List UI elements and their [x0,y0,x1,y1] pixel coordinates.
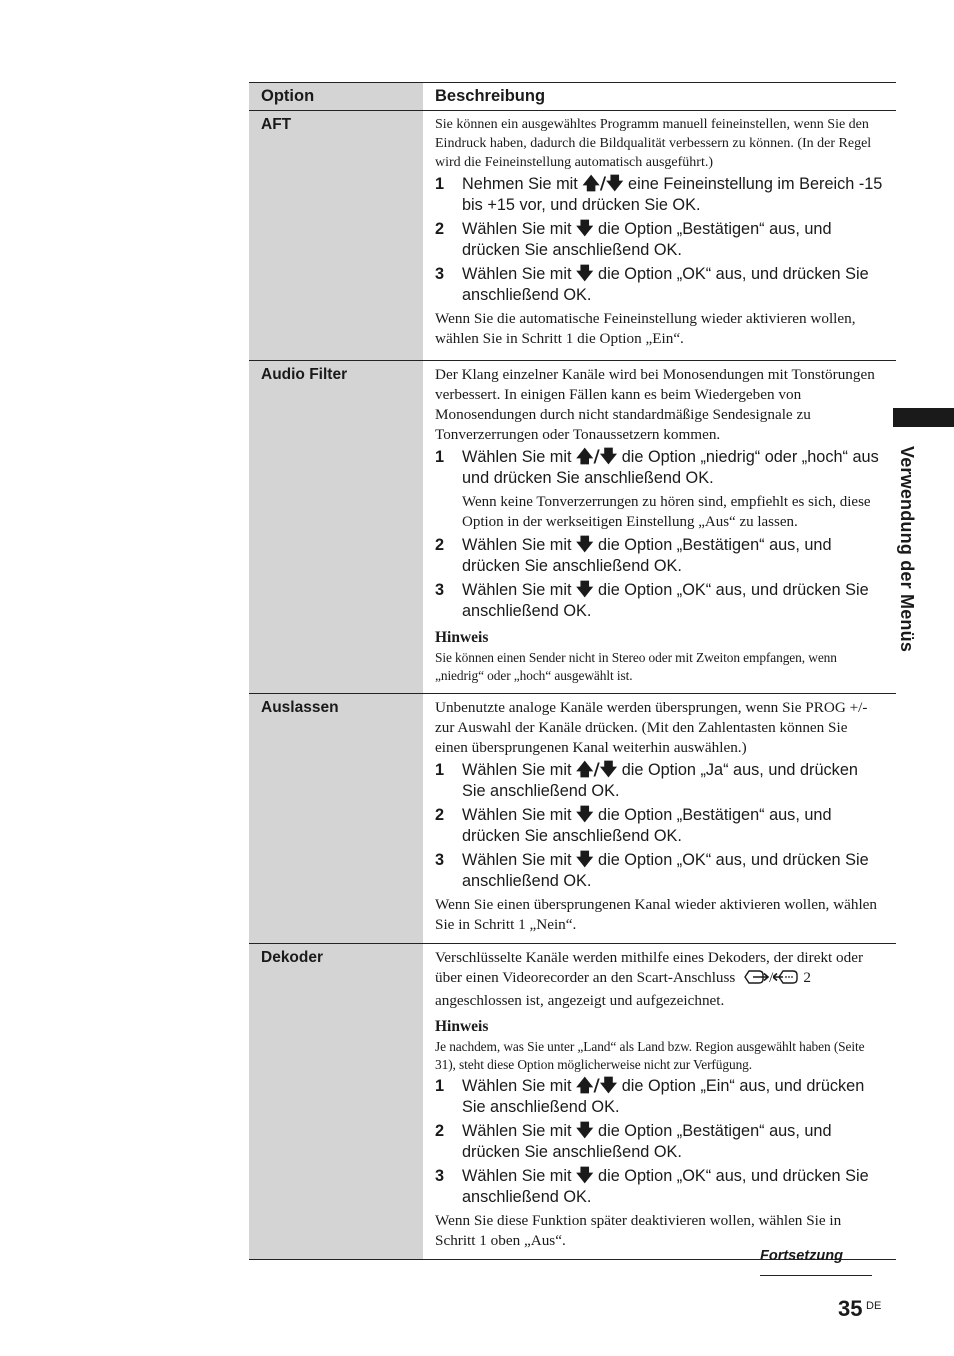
step-item: 1 Wählen Sie mit 🡅/🡇 die Option „Ja“ aus, und drücken Sie anschließend OK. [435,760,858,800]
arrow-down-icon: 🡇 [576,805,594,825]
arrow-down-icon: 🡇 [576,1121,594,1141]
step-item: 3 Wählen Sie mit 🡇 die Option „OK“ aus, und drücken Sie anschließend OK. [435,264,869,304]
step-item: 3 Wählen Sie mit 🡇 die Option „OK“ aus, und drücken Sie anschließend OK. [435,850,869,890]
table-row-auslassen [249,694,896,944]
arrow-up-down-icon: 🡅/🡇 [582,174,624,194]
option-name: Dekoder [261,949,324,966]
section-tab-marker [893,408,954,427]
step-item: 3 Wählen Sie mit 🡇 die Option „OK“ aus, und drücken Sie anschließend OK. [435,580,869,620]
arrow-down-icon: 🡇 [576,219,594,239]
description-outro: Wenn Sie einen übersprungenen Kanal wieder aktivieren wollen, wählen Sie in Schritt 1 „Nein“. [435,896,878,933]
step-item: 2 Wählen Sie mit 🡇 die Option „Bestätigen“ aus, und drücken Sie anschließend OK. [435,805,832,845]
scart-out-icon [773,969,803,991]
table-row-audio-filter [249,361,896,694]
hinweis-text: Sie können einen Sender nicht in Stereo oder mit Zweiton empfangen, wenn „niedrig“ oder „hoch“ ausgewählt ist. [435,650,837,683]
arrow-up-down-icon: 🡅/🡇 [576,1076,618,1096]
hinweis-title: Hinweis [435,1018,489,1035]
description-intro: Verschlüsselte Kanäle werden mithilfe eines Dekoders, der direkt oder über einen Videorecorder an den Scart-Anschluss / 2 angeschlossen ist, angezeigt und aufgezeichnet. [435,949,864,1009]
step-item: 2 Wählen Sie mit 🡇 die Option „Bestätigen“ aus, und drücken Sie anschließend OK. [435,535,832,575]
continuation-label: Fortsetzung [760,1248,872,1276]
step-item: 1 Wählen Sie mit 🡅/🡇 die Option „Ein“ aus, und drücken Sie anschließend OK. [435,1076,865,1116]
arrow-down-icon: 🡇 [576,535,594,555]
description-intro: Der Klang einzelner Kanäle wird bei Monosendungen mit Tonstörungen verbessert. In einigen Fällen kann es beim Wiedergeben von Monosendungen durch nicht standardmäßige Sendesignale zu Tonverzerrungen oder Tonaussetzern kommen. [435,366,875,443]
description-intro: Sie können ein ausgewähltes Programm manuell feineinstellen, wenn Sie den Eindruck haben, dadurch die Bildqualität verbessern zu können. (In der Regel wird die Feineinstellung automatisch ausgeführt.) [435,117,872,170]
table-row-aft [249,111,896,361]
page-language: DE [866,1300,882,1312]
arrow-down-icon: 🡇 [576,1166,594,1186]
step-item: 1 Wählen Sie mit 🡅/🡇 die Option „niedrig“ oder „hoch“ aus und drücken Sie anschließend OK. [435,447,879,487]
option-name: AFT [261,116,292,133]
section-side-label: Verwendung der Menüs [897,446,917,653]
scart-in-icon [739,969,769,991]
hinweis-title: Hinweis [435,629,489,646]
arrow-up-down-icon: 🡅/🡇 [576,447,618,467]
arrow-down-icon: 🡇 [576,264,594,284]
column-header-description: Beschreibung [423,83,896,111]
option-name: Audio Filter [261,366,348,383]
step-item: 1 Nehmen Sie mit 🡅/🡇 eine Feineinstellung im Bereich -15 bis +15 vor, und drücken Sie OK. [435,174,883,214]
step-note: Wenn keine Tonverzerrungen zu hören sind, empfiehlt es sich, diese Option in der werkseitigen Einstellung „Aus“ zu lassen. [462,494,871,530]
option-name: Auslassen [261,699,339,716]
table-row-dekoder [249,944,896,1260]
arrow-down-icon: 🡇 [576,580,594,600]
options-table [249,82,896,1260]
page-number: 35 [838,1296,863,1321]
hinweis-text: Je nachdem, was Sie unter „Land“ als Land bzw. Region ausgewählt haben (Seite 31), steht diese Option möglicherweise nicht zur Verfügung. [435,1039,865,1072]
description-intro: Unbenutzte analoge Kanäle werden übersprungen, wenn Sie PROG +/- zur Auswahl der Kanäle drücken. (Mit den Zahlentasten können Sie einen übersprungenen Kanal weiterhin auswählen.) [435,699,868,756]
step-item: 2 Wählen Sie mit 🡇 die Option „Bestätigen“ aus, und drücken Sie anschließend OK. [435,1121,832,1161]
description-outro: Wenn Sie die automatische Feineinstellung wieder aktivieren wollen, wählen Sie in Schritt 1 die Option „Ein“. [435,310,856,347]
step-item: 3 Wählen Sie mit 🡇 die Option „OK“ aus, und drücken Sie anschließend OK. [435,1166,869,1206]
arrow-down-icon: 🡇 [576,850,594,870]
step-item: 2 Wählen Sie mit 🡇 die Option „Bestätigen“ aus, und drücken Sie anschließend OK. [435,219,832,259]
arrow-up-down-icon: 🡅/🡇 [576,760,618,780]
description-outro: Wenn Sie diese Funktion später deaktivieren wollen, wählen Sie in Schritt 1 oben „Aus“. [435,1212,842,1249]
table-header-row [249,83,896,111]
column-header-option: Option [249,83,423,111]
